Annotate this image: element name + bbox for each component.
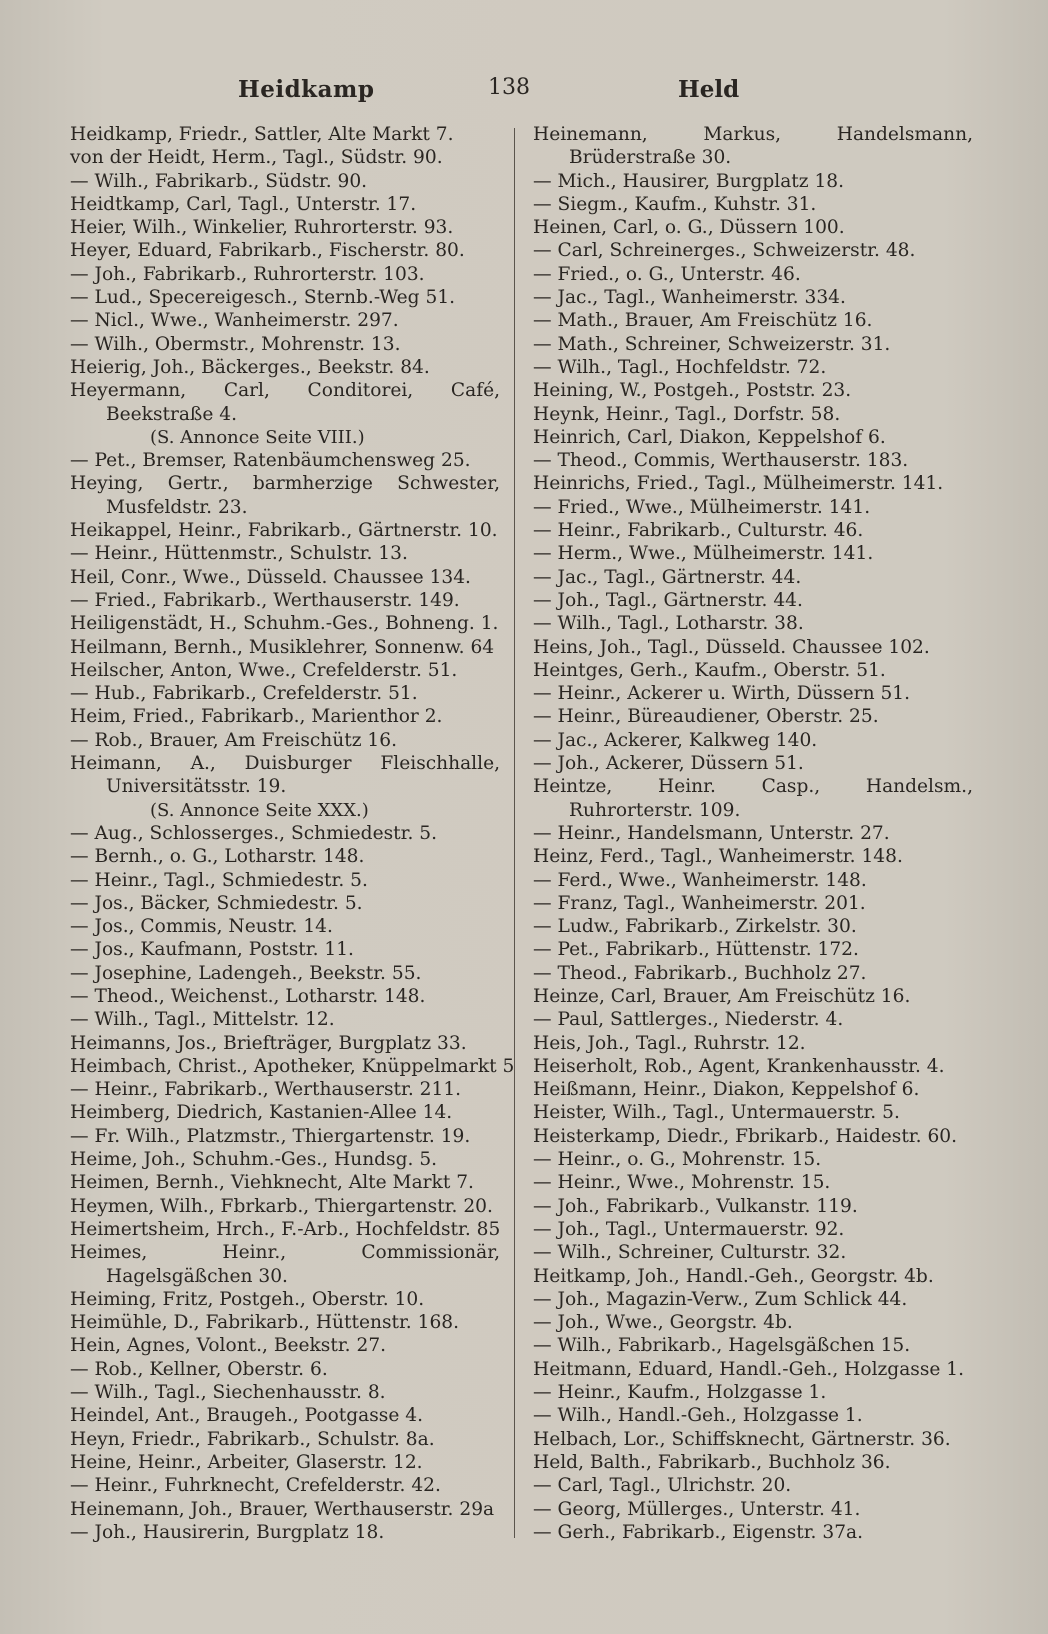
directory-entry: — Joh., Tagl., Gärtnerstr. 44. <box>533 589 803 611</box>
directory-entry: — Pet., Fabrikarb., Hüttenstr. 172. <box>533 939 859 961</box>
directory-entry: Heyermann, Carl, Conditorei, Café, Beekstraße 4. <box>70 380 500 425</box>
directory-entry: Heindel, Ant., Braugeh., Pootgasse 4. <box>70 1405 423 1427</box>
directory-entry: — Math., Brauer, Am Freischütz 16. <box>533 310 873 332</box>
directory-entry: — Pet., Bremser, Ratenbäumchensweg 25. <box>70 450 471 472</box>
column-divider <box>514 128 515 1538</box>
directory-entry: Heiserholt, Rob., Agent, Krankenhausstr. 4. <box>533 1055 945 1077</box>
directory-entry: Heidkamp, Friedr., Sattler, Alte Markt 7. <box>70 124 454 145</box>
directory-entry: — Heinr., Tagl., Schmiedestr. 5. <box>70 869 368 891</box>
directory-entry: — Fried., Fabrikarb., Werthauserstr. 149. <box>70 589 460 611</box>
directory-entry: — Franz, Tagl., Wanheimerstr. 201. <box>533 892 866 914</box>
directory-entry: — Math., Schreiner, Schweizerstr. 31. <box>533 333 891 355</box>
directory-entry: — Rob., Brauer, Am Freischütz 16. <box>70 729 397 751</box>
directory-entry: Heyn, Friedr., Fabrikarb., Schulstr. 8a. <box>70 1428 435 1450</box>
directory-entry: Heintges, Gerh., Kaufm., Oberstr. 51. <box>533 659 886 681</box>
directory-entry: — Herm., Wwe., Mülheimerstr. 141. <box>533 543 874 565</box>
directory-entry: — Joh., Tagl., Untermauerstr. 92. <box>533 1218 845 1240</box>
directory-entry: — Theod., Fabrikarb., Buchholz 27. <box>533 962 867 984</box>
directory-entry: Helbach, Lor., Schiffsknecht, Gärtnerstr. 36. <box>533 1428 951 1450</box>
directory-entry: Heißmann, Heinr., Diakon, Keppelshof 6. <box>533 1079 920 1101</box>
directory-entry: — Ludw., Fabrikarb., Zirkelstr. 30. <box>533 916 857 938</box>
directory-entry: Heinemann, Markus, Handelsmann, Brüderstraße 30. <box>533 124 973 169</box>
directory-entry: Heil, Conr., Wwe., Düsseld. Chaussee 134. <box>70 566 471 588</box>
directory-entry: — Gerh., Fabrikarb., Eigenstr. 37a. <box>533 1521 864 1543</box>
directory-entry: — Joh., Wwe., Georgstr. 4b. <box>533 1312 793 1334</box>
directory-entry: Heintze, Heinr. Casp., Handelsm., Ruhrorterstr. 109. <box>533 776 973 821</box>
directory-entry: Heister, Wilh., Tagl., Untermauerstr. 5. <box>533 1102 900 1124</box>
directory-entry: Heinemann, Joh., Brauer, Werthauserstr. 29a <box>70 1498 495 1520</box>
directory-entry: — Rob., Kellner, Oberstr. 6. <box>70 1358 328 1380</box>
directory-entry: — Jos., Commis, Neustr. 14. <box>70 916 333 938</box>
directory-entry: — Jac., Tagl., Wanheimerstr. 334. <box>533 287 846 309</box>
directory-entry: Heilmann, Bernh., Musiklehrer, Sonnenw. 64 <box>70 636 495 658</box>
directory-entry: Heikappel, Heinr., Fabrikarb., Gärtnerstr. 10. <box>70 520 498 542</box>
directory-entry: — Theod., Weichenst., Lotharstr. 148. <box>70 985 426 1007</box>
page-number: 138 <box>488 75 530 100</box>
directory-entry: — Bernh., o. G., Lotharstr. 148. <box>70 846 365 868</box>
directory-entry: — Wilh., Fabrikarb., Hagelsgäßchen 15. <box>533 1335 911 1357</box>
directory-entry: — Wilh., Fabrikarb., Südstr. 90. <box>70 170 368 192</box>
directory-entry: Heimühle, D., Fabrikarb., Hüttenstr. 168. <box>70 1312 460 1334</box>
directory-entry: — Siegm., Kaufm., Kuhstr. 31. <box>533 193 817 215</box>
directory-entry: von der Heidt, Herm., Tagl., Südstr. 90. <box>70 147 443 169</box>
directory-entry: — Wilh., Tagl., Siechenhausstr. 8. <box>70 1382 386 1404</box>
directory-entry: Heis, Joh., Tagl., Ruhrstr. 12. <box>533 1032 806 1054</box>
directory-entry: Heimen, Bernh., Viehknecht, Alte Markt 7. <box>70 1172 474 1194</box>
directory-entry: — Heinr., Ackerer u. Wirth, Düssern 51. <box>533 683 911 705</box>
directory-entry: — Georg, Müllerges., Unterstr. 41. <box>533 1498 861 1520</box>
directory-entry: Heynk, Heinr., Tagl., Dorfstr. 58. <box>533 403 841 425</box>
directory-entry: Heitmann, Eduard, Handl.-Geh., Holzgasse 1. <box>533 1358 965 1380</box>
directory-entry: Heidtkamp, Carl, Tagl., Unterstr. 17. <box>70 193 417 215</box>
directory-entry: — Jac., Tagl., Gärtnerstr. 44. <box>533 566 802 588</box>
directory-entry: Heier, Wilh., Winkelier, Ruhrorterstr. 93. <box>70 217 454 239</box>
directory-entry: Heiming, Fritz, Postgeh., Oberstr. 10. <box>70 1288 425 1310</box>
directory-entry: — Jac., Ackerer, Kalkweg 140. <box>533 729 818 751</box>
directory-entry: Heinen, Carl, o. G., Düssern 100. <box>533 217 845 239</box>
directory-entry: Heimertsheim, Hrch., F.-Arb., Hochfeldstr. 85 <box>70 1218 501 1240</box>
directory-entry: — Joh., Ackerer, Düssern 51. <box>533 753 804 775</box>
directory-entry: — Aug., Schlosserges., Schmiedestr. 5. <box>70 822 437 844</box>
directory-entry: Heine, Heinr., Arbeiter, Glaserstr. 12. <box>70 1451 423 1473</box>
directory-entry: — Josephine, Ladengeh., Beekstr. 55. <box>70 962 422 984</box>
directory-entry: — Fried., Wwe., Mülheimerstr. 141. <box>533 496 871 518</box>
directory-entry: — Joh., Fabrikarb., Vulkanstr. 119. <box>533 1195 858 1217</box>
directory-entry: — Paul, Sattlerges., Niederstr. 4. <box>533 1009 844 1031</box>
directory-entry: Heitkamp, Joh., Handl.-Geh., Georgstr. 4b. <box>533 1265 934 1287</box>
directory-entry: — Carl, Schreinerges., Schweizerstr. 48. <box>533 240 916 262</box>
annonce-note: (S. Annonce Seite VIII.) <box>150 426 365 448</box>
directory-entry: Heimes, Heinr., Commissionär, Hagelsgäßchen 30. <box>70 1242 500 1287</box>
directory-entry: Heiligenstädt, H., Schuhm.-Ges., Bohneng. 1. <box>70 613 499 635</box>
directory-entry: Heins, Joh., Tagl., Düsseld. Chaussee 102. <box>533 636 930 658</box>
directory-entry: Heilscher, Anton, Wwe., Crefelderstr. 51. <box>70 659 458 681</box>
page-header <box>0 72 1048 112</box>
directory-entry: — Joh., Hausirerin, Burgplatz 18. <box>70 1521 385 1543</box>
directory-entry: — Nicl., Wwe., Wanheimerstr. 297. <box>70 310 399 332</box>
directory-entry: Heyer, Eduard, Fabrikarb., Fischerstr. 80. <box>70 240 465 262</box>
directory-entry: — Theod., Commis, Werthauserstr. 183. <box>533 450 909 472</box>
directory-entry: — Heinr., Fuhrknecht, Crefelderstr. 42. <box>70 1475 441 1497</box>
directory-entry: Heymen, Wilh., Fbrkarb., Thiergartenstr. 20. <box>70 1195 493 1217</box>
directory-entry: Heimanns, Jos., Briefträger, Burgplatz 33. <box>70 1032 467 1054</box>
directory-entry: Heierig, Joh., Bäckerges., Beekstr. 84. <box>70 356 430 378</box>
left-column <box>70 123 515 1544</box>
directory-entry: — Wilh., Obermstr., Mohrenstr. 13. <box>70 333 401 355</box>
directory-entry: — Heinr., Handelsmann, Unterstr. 27. <box>533 822 890 844</box>
directory-entry: — Heinr., Fabrikarb., Werthauserstr. 211. <box>70 1079 462 1101</box>
right-guide-word: Held <box>678 76 740 103</box>
directory-entry: — Heinr., Fabrikarb., Culturstr. 46. <box>533 520 864 542</box>
directory-entry: — Wilh., Handl.-Geh., Holzgasse 1. <box>533 1405 863 1427</box>
directory-entry: Hein, Agnes, Volont., Beekstr. 27. <box>70 1335 387 1357</box>
directory-entry: Heining, W., Postgeh., Poststr. 23. <box>533 380 852 402</box>
directory-entry: Heimbach, Christ., Apotheker, Knüppelmarkt 5 <box>70 1055 515 1077</box>
annonce-note: (S. Annonce Seite XXX.) <box>150 799 369 821</box>
directory-entry: — Fr. Wilh., Platzmstr., Thiergartenstr. 19. <box>70 1125 471 1147</box>
directory-entry: Heinze, Carl, Brauer, Am Freischütz 16. <box>533 985 911 1007</box>
directory-entry: — Lud., Specereigesch., Sternb.-Weg 51. <box>70 287 456 309</box>
directory-entry: — Carl, Tagl., Ulrichstr. 20. <box>533 1475 792 1497</box>
directory-entry: Heying, Gertr., barmherzige Schwester, Musfeldstr. 23. <box>70 473 500 518</box>
directory-entry: — Wilh., Tagl., Mittelstr. 12. <box>70 1009 335 1031</box>
directory-entry: — Wilh., Schreiner, Culturstr. 32. <box>533 1242 847 1264</box>
directory-entry: Heime, Joh., Schuhm.-Ges., Hundsg. 5. <box>70 1149 438 1171</box>
directory-entry: — Joh., Magazin-Verw., Zum Schlick 44. <box>533 1288 908 1310</box>
directory-entry: — Ferd., Wwe., Wanheimerstr. 148. <box>533 869 867 891</box>
left-guide-word: Heidkamp <box>238 76 375 103</box>
directory-entry: — Jos., Bäcker, Schmiedestr. 5. <box>70 892 363 914</box>
directory-entry: — Heinr., Hüttenmstr., Schulstr. 13. <box>70 543 408 565</box>
directory-entry: — Heinr., o. G., Mohrenstr. 15. <box>533 1149 822 1171</box>
directory-entry: — Heinr., Büreaudiener, Oberstr. 25. <box>533 706 879 728</box>
directory-entry: — Joh., Fabrikarb., Ruhrorterstr. 103. <box>70 263 425 285</box>
directory-entry: — Heinr., Kaufm., Holzgasse 1. <box>533 1382 827 1404</box>
directory-entry: — Wilh., Tagl., Lotharstr. 38. <box>533 613 804 635</box>
right-column <box>533 123 973 1544</box>
directory-entry: — Heinr., Wwe., Mohrenstr. 15. <box>533 1172 831 1194</box>
directory-entry: Heinrichs, Fried., Tagl., Mülheimerstr. 141. <box>533 473 944 495</box>
directory-entry: Heinrich, Carl, Diakon, Keppelshof 6. <box>533 426 886 448</box>
directory-entry: — Hub., Fabrikarb., Crefelderstr. 51. <box>70 683 418 705</box>
directory-entry: — Jos., Kaufmann, Poststr. 11. <box>70 939 354 961</box>
directory-entry: Heim, Fried., Fabrikarb., Marienthor 2. <box>70 706 443 728</box>
directory-entry: — Mich., Hausirer, Burgplatz 18. <box>533 170 845 192</box>
directory-entry: Heimberg, Diedrich, Kastanien-Allee 14. <box>70 1102 453 1124</box>
directory-entry: Heisterkamp, Diedr., Fbrikarb., Haidestr. 60. <box>533 1125 958 1147</box>
directory-entry: — Wilh., Tagl., Hochfeldstr. 72. <box>533 356 827 378</box>
directory-entry: Heinz, Ferd., Tagl., Wanheimerstr. 148. <box>533 846 903 868</box>
directory-entry: — Fried., o. G., Unterstr. 46. <box>533 263 801 285</box>
directory-entry: Heimann, A., Duisburger Fleischhalle, Universitätsstr. 19. <box>70 753 500 798</box>
directory-entry: Held, Balth., Fabrikarb., Buchholz 36. <box>533 1451 891 1473</box>
